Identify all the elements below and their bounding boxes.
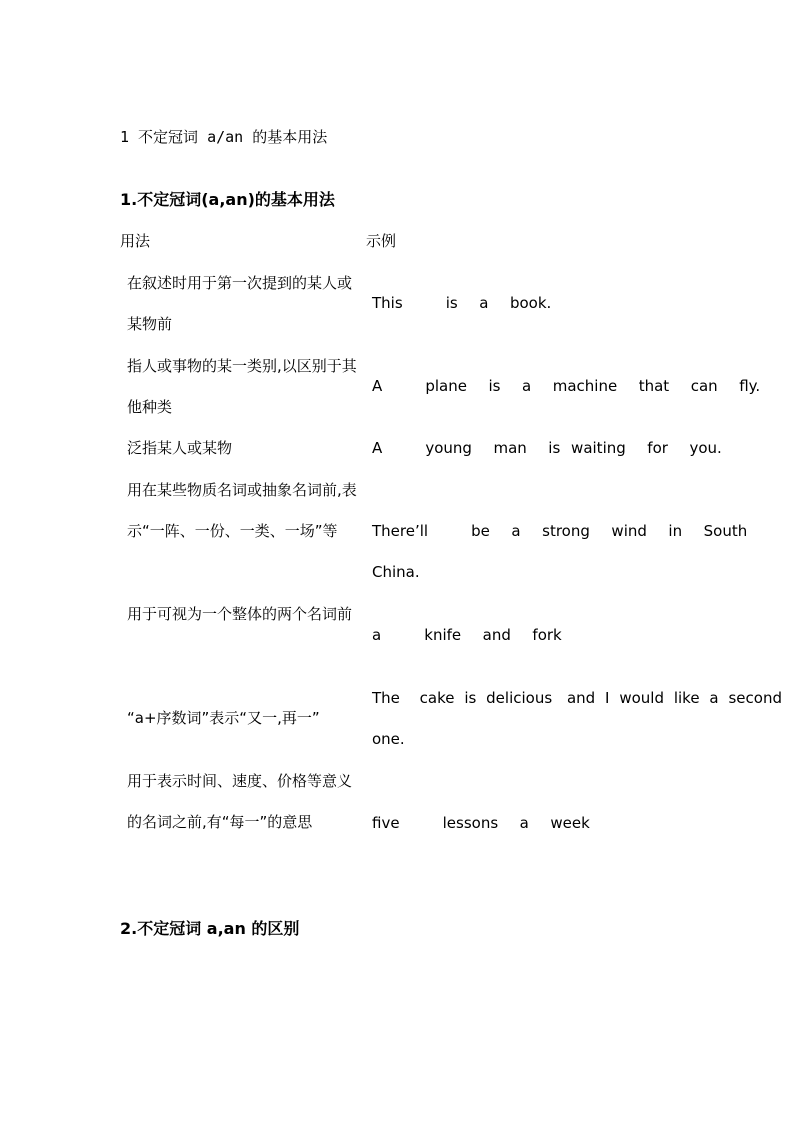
column-header-usage: 用法 bbox=[120, 232, 151, 250]
table-row-example: A young man is waiting for you. bbox=[372, 439, 722, 457]
table-row-usage: 用于可视为一个整体的两个名词前 bbox=[127, 605, 353, 623]
section-heading-2: 2.不定冠词 a,an 的区别 bbox=[120, 919, 300, 938]
table-row-usage: 用于表示时间、速度、价格等意义的名词之前,有“每一”的意思 bbox=[127, 772, 353, 831]
table-row-usage: “a+序数词”表示“又一,再一” bbox=[127, 709, 320, 727]
document-title: 1 不定冠词 a/an 的基本用法 bbox=[120, 128, 328, 146]
table-row-example: The cake is delicious and I would like a second one. bbox=[372, 689, 787, 748]
table-row-usage: 泛指某人或某物 bbox=[127, 439, 233, 457]
column-header-example: 示例 bbox=[366, 232, 397, 250]
table-row-example: five lessons a week bbox=[372, 814, 590, 832]
table-row-example: a knife and fork bbox=[372, 626, 562, 644]
table-row-example: There’ll be a strong wind in South China. bbox=[372, 522, 769, 581]
table-row-example: A plane is a machine that can fly. bbox=[372, 377, 761, 395]
table-row-example: This is a book. bbox=[372, 294, 552, 312]
table-row-usage: 在叙述时用于第一次提到的某人或某物前 bbox=[127, 274, 353, 333]
section-heading-1: 1.不定冠词(a,an)的基本用法 bbox=[120, 190, 335, 209]
table-row-usage: 指人或事物的某一类别,以区别于其他种类 bbox=[127, 357, 357, 416]
table-row-usage: 用在某些物质名词或抽象名词前,表示“一阵、一份、一类、一场”等 bbox=[127, 481, 357, 540]
